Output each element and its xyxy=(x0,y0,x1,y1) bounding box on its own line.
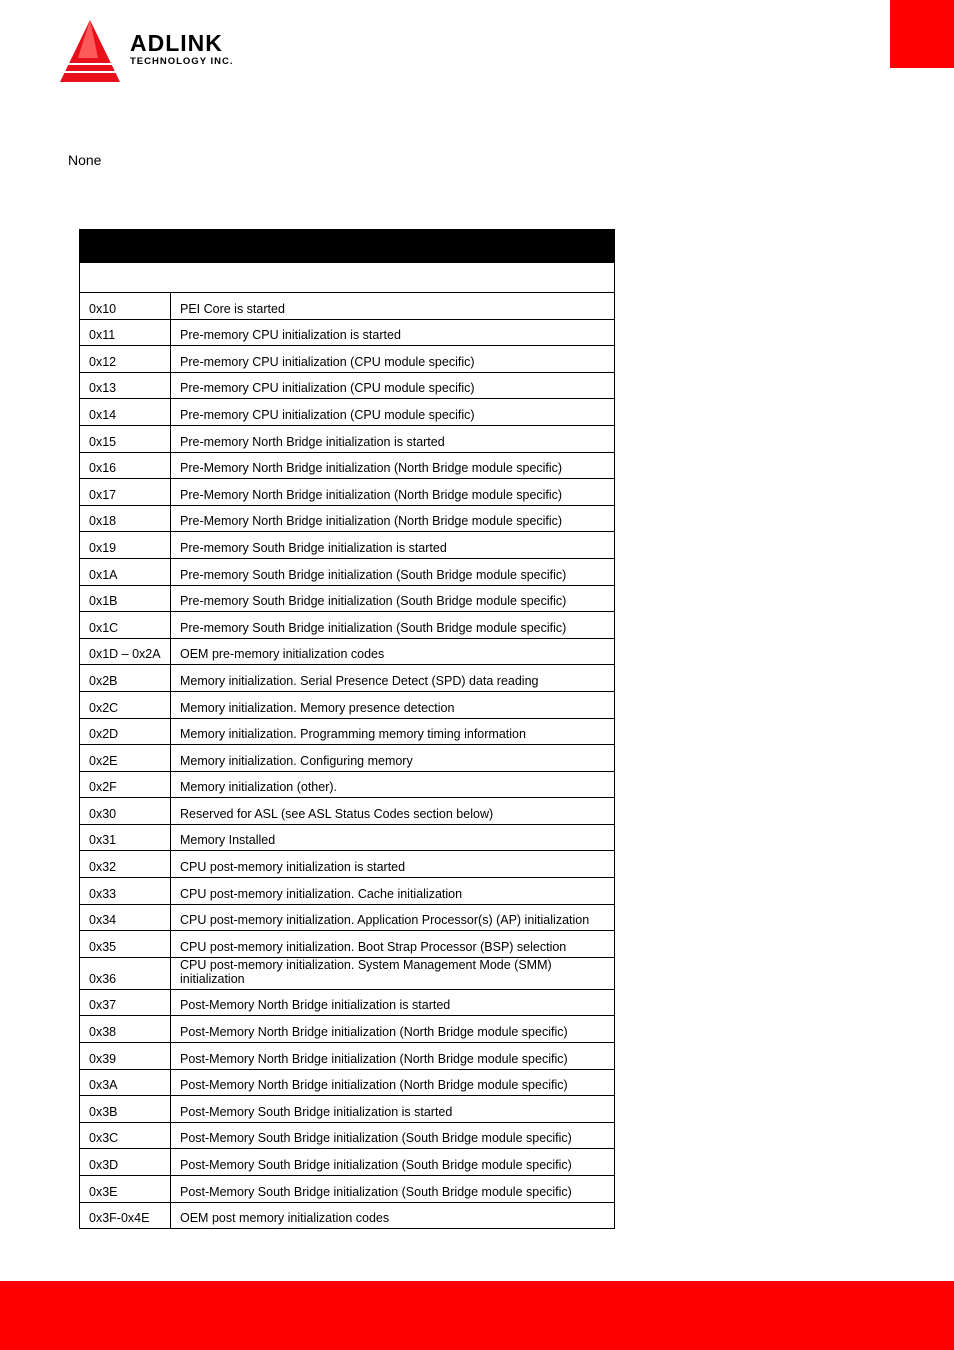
status-code-cell: 0x37 xyxy=(80,989,171,1016)
table-row xyxy=(80,425,615,452)
intro-text: None xyxy=(68,152,102,168)
table-row xyxy=(80,638,615,665)
status-description-cell: PEI Core is started xyxy=(171,293,615,320)
status-description-cell: Post-Memory North Bridge initialization (North Bridge module specific) xyxy=(171,1069,615,1096)
table-row xyxy=(80,798,615,825)
table-row xyxy=(80,293,615,320)
table-row xyxy=(80,1016,615,1043)
table-row xyxy=(80,957,615,989)
status-code-cell: 0x2B xyxy=(80,665,171,692)
status-code-cell: 0x12 xyxy=(80,346,171,373)
status-code-cell: 0x38 xyxy=(80,1016,171,1043)
table-row xyxy=(80,904,615,931)
status-code-cell: 0x13 xyxy=(80,372,171,399)
status-code-cell: 0x1C xyxy=(80,612,171,639)
logo-triangle-icon xyxy=(58,18,128,86)
status-description-cell: Memory initialization. Serial Presence Detect (SPD) data reading xyxy=(171,665,615,692)
status-code-cell: 0x36 xyxy=(80,957,171,989)
status-description-cell: Pre-memory CPU initialization (CPU module specific) xyxy=(171,372,615,399)
status-code-cell: 0x32 xyxy=(80,851,171,878)
status-code-cell: 0x31 xyxy=(80,824,171,851)
status-code-cell: 0x3D xyxy=(80,1149,171,1176)
status-description-cell: Post-Memory North Bridge initialization is started xyxy=(171,989,615,1016)
status-description-cell: Pre-memory CPU initialization is started xyxy=(171,319,615,346)
status-description-cell: CPU post-memory initialization. Cache initialization xyxy=(171,878,615,905)
status-code-cell: 0x34 xyxy=(80,904,171,931)
table-row xyxy=(80,665,615,692)
status-code-cell: 0x3B xyxy=(80,1096,171,1123)
table-row xyxy=(80,558,615,585)
status-description-cell: OEM post memory initialization codes xyxy=(171,1202,615,1229)
table-row xyxy=(80,532,615,559)
table-row xyxy=(80,452,615,479)
corner-tab xyxy=(890,0,954,68)
status-code-cell: 0x2C xyxy=(80,691,171,718)
table-row xyxy=(80,1122,615,1149)
status-description-cell: Post-Memory North Bridge initialization (North Bridge module specific) xyxy=(171,1043,615,1070)
table-row xyxy=(80,319,615,346)
table-row xyxy=(80,612,615,639)
brand-tagline: TECHNOLOGY INC. xyxy=(130,56,234,67)
status-description-cell: Memory initialization. Programming memory timing information xyxy=(171,718,615,745)
status-description-cell: Pre-Memory North Bridge initialization (North Bridge module specific) xyxy=(171,505,615,532)
status-description-cell: Pre-memory South Bridge initialization is started xyxy=(171,532,615,559)
status-description-cell: Pre-memory South Bridge initialization (South Bridge module specific) xyxy=(171,612,615,639)
status-code-cell: 0x2F xyxy=(80,771,171,798)
status-code-cell: 0x35 xyxy=(80,931,171,958)
table-row xyxy=(80,718,615,745)
status-description-cell: Pre-memory South Bridge initialization (South Bridge module specific) xyxy=(171,558,615,585)
status-code-cell: 0x18 xyxy=(80,505,171,532)
table-row xyxy=(80,505,615,532)
table-row xyxy=(80,745,615,772)
table-row xyxy=(80,771,615,798)
status-description-cell: Pre-memory CPU initialization (CPU module specific) xyxy=(171,399,615,426)
table-row xyxy=(80,479,615,506)
table-header-bar xyxy=(80,230,615,263)
status-code-cell: 0x39 xyxy=(80,1043,171,1070)
status-code-cell: 0x15 xyxy=(80,425,171,452)
table-row xyxy=(80,1096,615,1123)
brand-name: ADLINK xyxy=(130,30,223,56)
status-description-cell: Pre-Memory North Bridge initialization (North Bridge module specific) xyxy=(171,479,615,506)
status-description-cell: Pre-Memory North Bridge initialization (North Bridge module specific) xyxy=(171,452,615,479)
status-description-cell: Post-Memory North Bridge initialization (North Bridge module specific) xyxy=(171,1016,615,1043)
status-code-cell: 0x2E xyxy=(80,745,171,772)
table-row xyxy=(80,1149,615,1176)
status-code-cell: 0x19 xyxy=(80,532,171,559)
status-code-cell: 0x30 xyxy=(80,798,171,825)
adlink-logo xyxy=(58,18,268,86)
status-code-cell: 0x14 xyxy=(80,399,171,426)
status-code-table xyxy=(79,229,614,1229)
table-row xyxy=(80,851,615,878)
table-row xyxy=(80,691,615,718)
status-code-cell: 0x11 xyxy=(80,319,171,346)
table-row xyxy=(80,1069,615,1096)
status-code-cell: 0x1D – 0x2A xyxy=(80,638,171,665)
status-description-cell: Memory initialization (other). xyxy=(171,771,615,798)
table-row xyxy=(80,1176,615,1203)
table-row xyxy=(80,399,615,426)
status-description-cell: CPU post-memory initialization. Boot Strap Processor (BSP) selection xyxy=(171,931,615,958)
status-description-cell: CPU post-memory initialization is started xyxy=(171,851,615,878)
status-code-cell: 0x3C xyxy=(80,1122,171,1149)
status-description-cell: Pre-memory South Bridge initialization (South Bridge module specific) xyxy=(171,585,615,612)
table-row xyxy=(80,372,615,399)
status-description-cell: Reserved for ASL (see ASL Status Codes section below) xyxy=(171,798,615,825)
status-code-cell: 0x3A xyxy=(80,1069,171,1096)
status-code-cell: 0x3E xyxy=(80,1176,171,1203)
table-row xyxy=(80,585,615,612)
status-code-cell: 0x1A xyxy=(80,558,171,585)
status-code-cell: 0x1B xyxy=(80,585,171,612)
status-code-cell: 0x3F-0x4E xyxy=(80,1202,171,1229)
status-code-cell: 0x2D xyxy=(80,718,171,745)
status-code-cell: 0x10 xyxy=(80,293,171,320)
status-description-cell: Post-Memory South Bridge initialization (South Bridge module specific) xyxy=(171,1149,615,1176)
status-description-cell: CPU post-memory initialization. Application Processor(s) (AP) initialization xyxy=(171,904,615,931)
table-row xyxy=(80,824,615,851)
status-description-cell: Post-Memory South Bridge initialization (South Bridge module specific) xyxy=(171,1122,615,1149)
status-description-cell: Pre-memory CPU initialization (CPU module specific) xyxy=(171,346,615,373)
status-description-cell: Post-Memory South Bridge initialization (South Bridge module specific) xyxy=(171,1176,615,1203)
status-description-cell: Post-Memory South Bridge initialization is started xyxy=(171,1096,615,1123)
table-subheader xyxy=(80,263,615,293)
status-description-cell: Memory Installed xyxy=(171,824,615,851)
table-row xyxy=(80,346,615,373)
table-row xyxy=(80,878,615,905)
table-row xyxy=(80,1202,615,1229)
status-description-cell: Memory initialization. Memory presence detection xyxy=(171,691,615,718)
table-row xyxy=(80,1043,615,1070)
status-code-cell: 0x16 xyxy=(80,452,171,479)
status-code-cell: 0x17 xyxy=(80,479,171,506)
table-row xyxy=(80,931,615,958)
footer-bar xyxy=(0,1281,954,1350)
table-row xyxy=(80,989,615,1016)
status-code-cell: 0x33 xyxy=(80,878,171,905)
status-description-cell: CPU post-memory initialization. System Management Mode (SMM) initialization xyxy=(171,957,615,989)
status-description-cell: Memory initialization. Configuring memory xyxy=(171,745,615,772)
status-description-cell: Pre-memory North Bridge initialization is started xyxy=(171,425,615,452)
status-description-cell: OEM pre-memory initialization codes xyxy=(171,638,615,665)
